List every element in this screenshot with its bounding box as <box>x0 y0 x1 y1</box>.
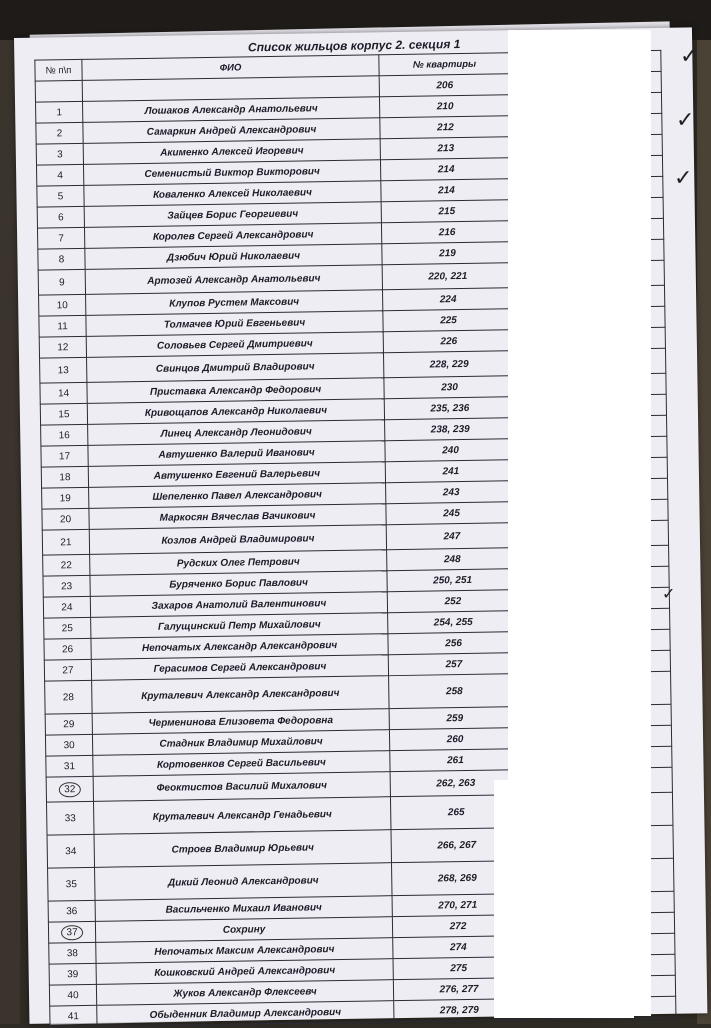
row-name: Коваленко Алексей Николаевич <box>84 181 381 207</box>
row-apartment: 252 <box>387 590 518 613</box>
row-name: Жуков Александр Флексеевч <box>96 980 393 1006</box>
row-name: Сохрину <box>95 917 392 943</box>
row-name: Линец Александр Леонидович <box>88 420 385 446</box>
row-name: Самаркин Андрей Александрович <box>83 118 380 144</box>
row-apartment: 278, 279 <box>394 999 525 1022</box>
row-apartment: 240 <box>385 439 516 462</box>
row-apartment: 260 <box>389 728 520 751</box>
row-apartment: 243 <box>386 481 517 504</box>
row-apartment: 235, 236 <box>384 397 515 420</box>
row-num: 6 <box>37 206 84 228</box>
row-name: Рудских Олег Петрович <box>90 550 387 576</box>
row-num: 2 <box>36 122 83 144</box>
row-num <box>46 776 93 802</box>
row-name: Козлов Андрей Владимирович <box>89 525 386 555</box>
row-num: 41 <box>50 1005 97 1027</box>
row-num: 15 <box>40 403 87 425</box>
row-num: 38 <box>49 942 96 964</box>
row-name: Кошковский Андрей Александрович <box>96 959 393 985</box>
row-num: 1 <box>36 101 83 123</box>
row-apartment: 215 <box>381 200 512 223</box>
row-apartment: 212 <box>380 116 511 139</box>
row-name: Артозей Александр Анатольевич <box>85 265 382 295</box>
row-num: 7 <box>37 227 84 249</box>
row-num: 27 <box>44 659 91 681</box>
row-name: Непочатых Максим Александрович <box>96 938 393 964</box>
row-num: 21 <box>42 529 89 555</box>
redacted-area-lower <box>494 780 634 1018</box>
row-apartment: 216 <box>381 221 512 244</box>
row-apartment: 238, 239 <box>385 418 516 441</box>
row-apartment: 276, 277 <box>393 978 524 1001</box>
row-name: Свинцов Дмитрий Владирович <box>87 353 384 383</box>
circled-number: 32 <box>59 782 80 797</box>
row-num: 35 <box>48 867 96 901</box>
row-apartment: 274 <box>393 936 524 959</box>
row-num: 10 <box>39 294 86 316</box>
row-name: Дзюбич Юрий Николаевич <box>85 244 382 270</box>
row-apartment: 214 <box>380 158 511 181</box>
row-num: 12 <box>39 336 86 358</box>
row-name: Автушенко Евгений Валерьевич <box>88 462 385 488</box>
row-num: 25 <box>44 617 91 639</box>
check-mark: ✓ <box>674 166 693 191</box>
row-apartment: 224 <box>382 288 513 311</box>
row-apartment: 210 <box>379 95 510 118</box>
row-apartment: 259 <box>389 707 520 730</box>
row-name: Акименко Алексей Игоревич <box>83 139 380 165</box>
row-num: 29 <box>45 713 92 735</box>
row-name: Круталевич Александр Генадьевич <box>93 797 390 835</box>
row-num: 40 <box>49 984 96 1006</box>
row-apartment: 247 <box>386 523 517 550</box>
check-mark: ✓ <box>676 108 695 133</box>
row-apartment: 268, 269 <box>391 861 523 896</box>
row-name: Васильченко Михаил Иванович <box>95 896 392 922</box>
row-apartment: 275 <box>393 957 524 980</box>
header-apartment: № квартиры <box>379 53 510 76</box>
row-apartment: 270, 271 <box>392 894 523 917</box>
check-mark: ✓ <box>662 584 676 603</box>
row-name: Феоктистов Василий Михалович <box>93 772 390 802</box>
row-apartment: 248 <box>387 548 518 571</box>
row-name: Кривощапов Александр Николаевич <box>87 399 384 425</box>
row-name: Соловьев Сергей Дмитриевич <box>86 332 383 358</box>
row-num: 11 <box>39 315 86 337</box>
row-num: 33 <box>47 801 95 835</box>
row-apartment: 220, 221 <box>382 263 513 290</box>
row-apartment: 214 <box>381 179 512 202</box>
row-name: Толмачев Юрий Евгеньевич <box>86 311 383 337</box>
row-name: Непочатых Александр Александрович <box>91 634 388 660</box>
row-name: Стадник Владимир Михайлович <box>92 730 389 756</box>
row-num: 9 <box>38 269 85 295</box>
row-apartment: 206 <box>379 74 510 97</box>
row-name: Дикий Леонид Александрович <box>95 863 392 901</box>
row-num: 23 <box>43 575 90 597</box>
row-num: 31 <box>46 755 93 777</box>
row-apartment: 266, 267 <box>391 828 523 863</box>
row-name: Круталевич Александр Александрович <box>92 676 389 714</box>
row-apartment: 262, 263 <box>390 770 521 797</box>
row-apartment: 219 <box>382 242 513 265</box>
row-apartment: 250, 251 <box>387 569 518 592</box>
row-num <box>48 921 95 943</box>
row-num: 8 <box>38 248 85 270</box>
row-num: 34 <box>47 834 95 868</box>
row-name: Строев Владимир Юрьевич <box>94 830 391 868</box>
row-name: Клупов Рустем Максович <box>86 290 383 316</box>
row-apartment: 272 <box>392 915 523 938</box>
row-name: Королев Сергей Александрович <box>84 223 381 249</box>
row-num: 4 <box>37 164 84 186</box>
row-apartment: 256 <box>388 632 519 655</box>
header-num: № п\п <box>35 59 82 81</box>
row-apartment: 225 <box>383 309 514 332</box>
row-num: 17 <box>41 445 88 467</box>
document-title: Список жильцов корпус 2. секция 1 <box>247 36 461 55</box>
header-name: ФИО <box>82 55 379 81</box>
check-mark: ✓ <box>680 44 699 69</box>
row-name: Черменинова Елизовета Федоровна <box>92 709 389 735</box>
row-apartment: 257 <box>388 653 519 676</box>
row-apartment: 241 <box>385 460 516 483</box>
row-name: Буряченко Борис Павлович <box>90 571 387 597</box>
row-name: Автушенко Валерий Иванович <box>88 441 385 467</box>
row-name: Приставка Александр Федорович <box>87 378 384 404</box>
row-num <box>35 80 82 102</box>
row-apartment: 213 <box>380 137 511 160</box>
row-name: Кортовенков Сергей Васильевич <box>93 751 390 777</box>
row-num: 26 <box>44 638 91 660</box>
row-name: Зайцев Борис Георгиевич <box>84 202 381 228</box>
row-num: 18 <box>41 466 88 488</box>
row-apartment: 228, 229 <box>383 351 514 378</box>
row-num: 28 <box>45 680 93 714</box>
row-num: 24 <box>43 596 90 618</box>
row-num: 19 <box>42 487 89 509</box>
row-apartment: 226 <box>383 330 514 353</box>
row-name: Семенистый Виктор Викторович <box>83 160 380 186</box>
row-num: 20 <box>42 508 89 530</box>
row-apartment: 254, 255 <box>388 611 519 634</box>
row-num: 5 <box>37 185 84 207</box>
row-apartment: 261 <box>390 749 521 772</box>
circled-number: 37 <box>61 925 82 940</box>
row-apartment: 258 <box>389 674 521 709</box>
row-num: 30 <box>45 734 92 756</box>
row-name: Шепеленко Павел Александрович <box>89 483 386 509</box>
row-num: 22 <box>43 554 90 576</box>
row-name: Герасимов Сергей Александрович <box>91 655 388 681</box>
row-num: 13 <box>40 357 87 383</box>
row-name: Маркосян Вячеслав Вачикович <box>89 504 386 530</box>
row-num: 39 <box>49 963 96 985</box>
row-name: Галущинский Петр Михайлович <box>91 613 388 639</box>
row-num: 16 <box>41 424 88 446</box>
row-name: Захаров Анатолий Валентинович <box>90 592 387 618</box>
row-apartment: 245 <box>386 502 517 525</box>
row-name: Обыденник Владимир Александрович <box>97 1001 394 1027</box>
row-apartment: 230 <box>384 376 515 399</box>
row-apartment: 265 <box>390 795 522 830</box>
row-name: Лошаков Александр Анатольевич <box>83 97 380 123</box>
row-num: 36 <box>48 900 95 922</box>
row-num: 3 <box>36 143 83 165</box>
row-num: 14 <box>40 382 87 404</box>
